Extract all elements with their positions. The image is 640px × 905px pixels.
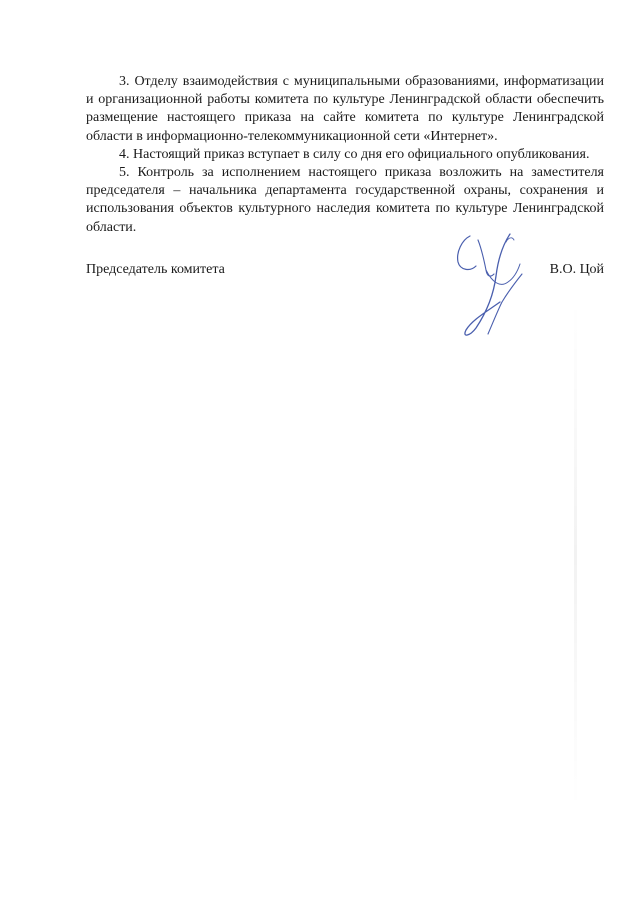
paragraph-5: 5. Контроль за исполнением настоящего приказа возложить на заместителя председателя – начальника департамента государственной охраны, сохранения и использования объектов культурного наследия комитета по культуре Ленинградской области. (86, 165, 604, 235)
signatory-title: Председатель комитета (86, 262, 225, 277)
signatory-name: В.О. Цой (549, 262, 604, 277)
handwritten-signature-icon (448, 230, 544, 342)
document-body (86, 73, 604, 237)
paragraph-4: 4. Настоящий приказ вступает в силу со дня его официального опубликования. (119, 146, 590, 162)
scan-artifact (574, 300, 577, 810)
signature-block (86, 256, 604, 346)
paragraph-3: 3. Отделу взаимодействия с муниципальными образованиями, информатизации и организационной работы комитета по культуре Ленинградской области обеспечить размещение настоящего приказа на сайте комитета по культуре Ленинградской области в информационно-телекоммуникационной сети «Интернет». (86, 74, 604, 144)
